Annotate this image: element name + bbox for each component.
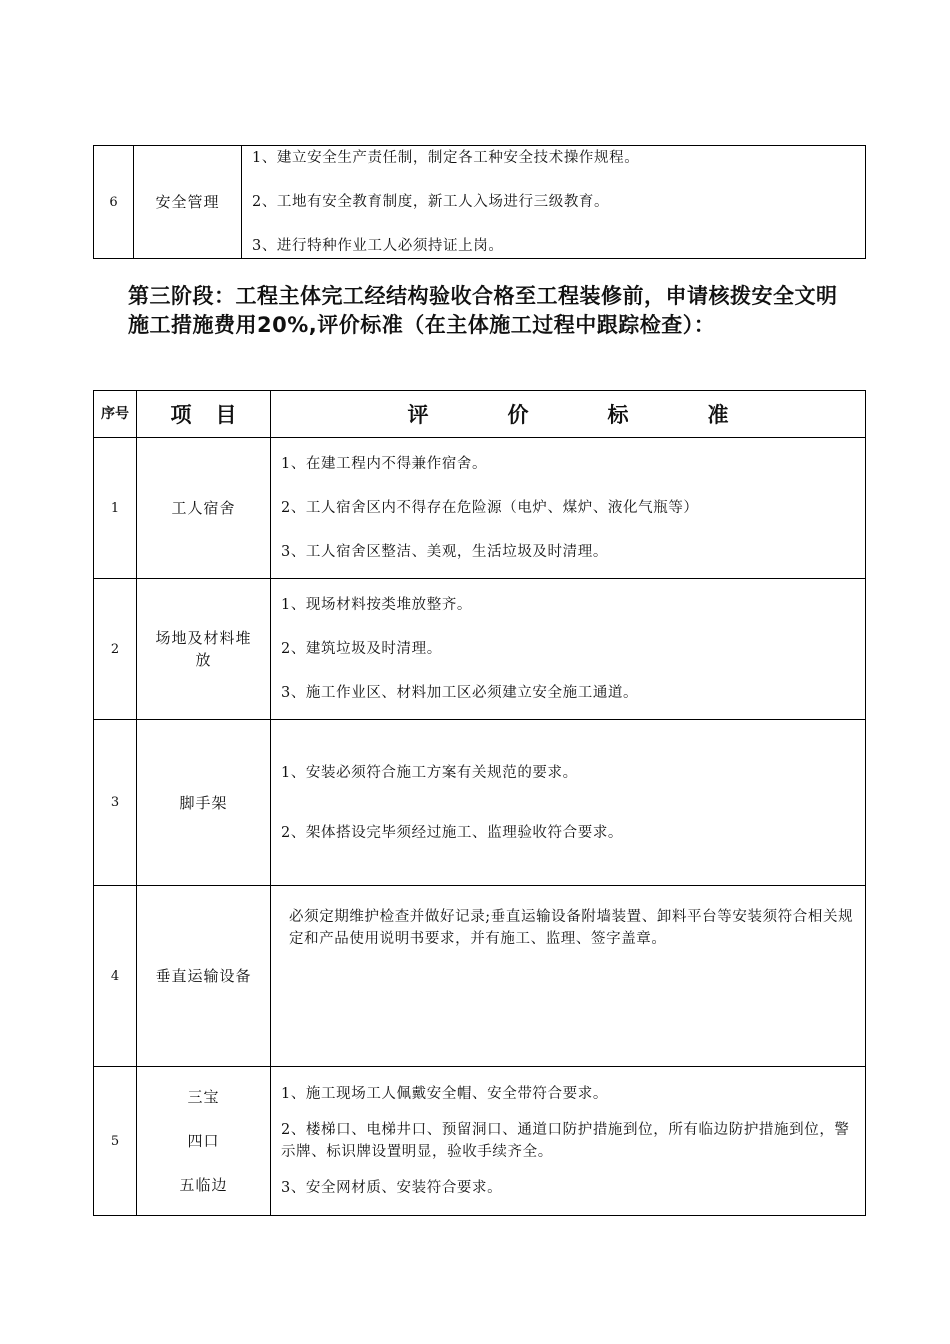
criteria-line: 2、工人宿舍区内不得存在危险源（电炉、煤炉、液化气瓶等）: [281, 500, 699, 516]
row-item: 安全管理: [134, 146, 242, 259]
table-header-row: [94, 391, 866, 438]
criteria-line: 3、安全网材质、安装符合要求。: [281, 1180, 503, 1196]
row-item: [137, 1067, 271, 1216]
row-criteria: [271, 720, 866, 886]
header-seq: 序号: [94, 391, 137, 438]
row-seq: 6: [94, 146, 134, 259]
row-item: 脚手架: [137, 720, 271, 886]
row-criteria: 必须定期维护检查并做好记录;垂直运输设备附墙装置、卸料平台等安装须符合相关规定和产品使用说明书要求，并有施工、监理、签字盖章。: [271, 886, 866, 1067]
criteria-line: 3、进行特种作业工人必须持证上岗。: [252, 238, 504, 254]
safety-management-table: [93, 145, 866, 259]
table-row: [94, 1067, 866, 1216]
row-item: 场地及材料堆放: [137, 579, 271, 720]
row-seq: 4: [94, 886, 137, 1067]
criteria-line: 2、架体搭设完毕须经过施工、监理验收符合要求。: [281, 824, 624, 841]
section-heading: 第三阶段：工程主体完工经结构验收合格至工程装修前，申请核拨安全文明施工措施费用20%,评价标准（在主体施工过程中跟踪检查）：: [128, 284, 838, 337]
row-criteria: [271, 438, 866, 579]
table-row: [94, 438, 866, 579]
item-line: 四口: [187, 1132, 220, 1150]
header-criteria-char: 标: [607, 403, 629, 427]
row-seq: 3: [94, 720, 137, 886]
header-criteria-char: 价: [507, 403, 529, 427]
header-criteria: [271, 391, 866, 438]
item-line: 三宝: [187, 1088, 220, 1106]
criteria-line: 2、楼梯口、电梯井口、预留洞口、通道口防护措施到位，所有临边防护措施到位，警示牌、标识牌设置明显，验收手续齐全。: [281, 1122, 850, 1160]
header-item: [137, 391, 271, 438]
criteria-line: 2、建筑垃圾及时清理。: [281, 641, 442, 657]
row-criteria: [242, 146, 866, 259]
table-row: [94, 886, 866, 1067]
criteria-line: 3、施工作业区、材料加工区必须建立安全施工通道。: [281, 685, 639, 701]
row-criteria: [271, 1067, 866, 1216]
table-row: [94, 720, 866, 886]
header-criteria-char: 准: [707, 403, 729, 427]
evaluation-criteria-table: [93, 390, 866, 1216]
item-line: 五临边: [179, 1176, 228, 1194]
row-seq: 1: [94, 438, 137, 579]
criteria-line: 1、建立安全生产责任制，制定各工种安全技术操作规程。: [252, 150, 640, 166]
header-item-char: 项: [170, 403, 192, 427]
criteria-line: 1、现场材料按类堆放整齐。: [281, 597, 473, 613]
table-row: [94, 579, 866, 720]
row-item: 工人宿舍: [137, 438, 271, 579]
criteria-line: 1、施工现场工人佩戴安全帽、安全带符合要求。: [281, 1086, 608, 1102]
criteria-line: 2、工地有安全教育制度，新工人入场进行三级教育。: [252, 194, 610, 210]
row-criteria: [271, 579, 866, 720]
table-row: [94, 146, 866, 259]
criteria-line: 1、安装必须符合施工方案有关规范的要求。: [281, 764, 578, 781]
row-item: 垂直运输设备: [137, 886, 271, 1067]
row-seq: 5: [94, 1067, 137, 1216]
criteria-line: 1、在建工程内不得兼作宿舍。: [281, 456, 488, 472]
criteria-line: 3、工人宿舍区整洁、美观，生活垃圾及时清理。: [281, 544, 608, 560]
row-seq: 2: [94, 579, 137, 720]
header-criteria-char: 评: [407, 403, 429, 427]
header-item-char: 目: [215, 403, 237, 427]
